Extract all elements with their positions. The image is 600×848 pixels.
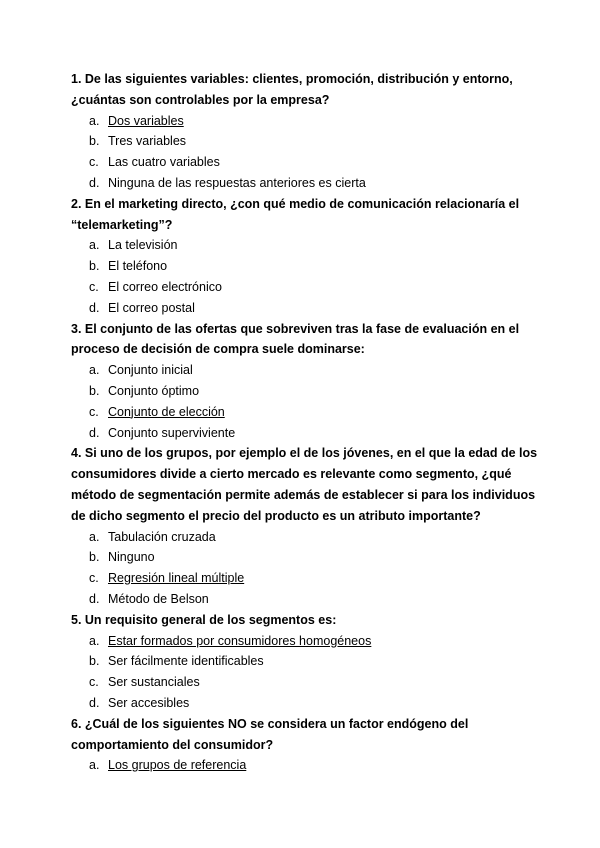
option-marker: a. [89,758,100,773]
option-marker: a. [89,113,100,128]
option-text: El teléfono [108,259,168,274]
question-text: 3. El conjunto de las ofertas que sobreviven tras la fase de evaluación en el proceso de decisión de compra suele dominarse: [71,321,520,357]
option-marker: a. [89,363,100,378]
option-marker: d. [89,425,100,440]
option-item [71,547,541,568]
question-text: 4. Si uno de los grupos, por ejemplo el de los jóvenes, en el que la edad de los consumidores divide a cierto mercado es relevante como segmento, ¿qué método de segmentación permite además de establecer si para los individuos de dicho segmento el precio del producto es un atributo importante? [71,446,538,523]
option-text: Tres variables [108,134,187,149]
option-text: La televisión [108,238,178,253]
option-marker: c. [89,279,99,294]
option-marker: c. [89,675,99,690]
option-text: Ninguno [108,550,155,565]
question-text: 6. ¿Cuál de los siguientes NO se considera un factor endógeno del comportamiento del consumidor? [71,716,469,752]
option-text: Ser sustanciales [108,675,200,690]
question-block [71,69,541,194]
option-text: Conjunto inicial [108,363,193,378]
option-item [71,527,541,548]
option-item [71,298,541,319]
option-marker: b. [89,550,100,565]
option-marker: b. [89,134,100,149]
options-list [71,527,541,610]
option-marker: c. [89,571,99,586]
option-item [71,589,541,610]
option-text: Ser accesibles [108,695,190,710]
option-marker: c. [89,404,99,419]
options-list [71,631,541,714]
option-item [71,755,541,776]
option-item [71,256,541,277]
option-text: El correo postal [108,300,195,315]
option-text: El correo electrónico [108,279,222,294]
option-item [71,152,541,173]
question-text: 2. En el marketing directo, ¿con qué medio de comunicación relacionaría el “telemarketing”? [71,196,520,232]
options-list [71,755,541,776]
option-item [71,173,541,194]
question-block [71,319,541,444]
option-text: Las cuatro variables [108,155,220,170]
option-marker: a. [89,238,100,253]
option-marker: c. [89,155,99,170]
option-text-underlined: Regresión lineal múltiple [108,571,245,586]
question-block [71,443,541,609]
question-text: 1. De las siguientes variables: clientes, promoción, distribución y entorno, ¿cuántas son controlables por la empresa? [71,72,513,107]
option-marker: a. [89,529,100,544]
option-item [71,277,541,298]
option-marker: d. [89,300,100,315]
option-marker: d. [89,175,100,190]
option-text: Conjunto óptimo [108,383,200,398]
option-marker: d. [89,695,100,710]
options-list [71,235,541,318]
question-block [71,714,541,776]
option-text-underlined: Estar formados por consumidores homogéneos [108,633,372,648]
option-item [71,131,541,152]
quiz-content [71,69,541,776]
option-item [71,651,541,672]
option-marker: d. [89,591,100,606]
option-item [71,381,541,402]
question-block [71,194,541,319]
option-text: Ninguna de las respuestas anteriores es cierta [108,175,366,190]
option-item [71,235,541,256]
option-marker: b. [89,259,100,274]
option-text-underlined: Dos variables [108,113,184,128]
options-list [71,111,541,194]
option-text: Tabulación cruzada [108,529,216,544]
question-block [71,610,541,714]
option-marker: b. [89,383,100,398]
option-marker: a. [89,633,100,648]
option-item [71,568,541,589]
option-item [71,672,541,693]
option-text-underlined: Los grupos de referencia [108,758,247,773]
option-item [71,693,541,714]
option-text: Ser fácilmente identificables [108,654,264,669]
option-text-underlined: Conjunto de elección [108,404,225,419]
option-item [71,423,541,444]
options-list [71,360,541,443]
option-text: Conjunto superviviente [108,425,236,440]
option-text: Método de Belson [108,591,209,606]
option-item [71,111,541,132]
question-text: 5. Un requisito general de los segmentos es: [71,612,337,627]
option-item [71,402,541,423]
option-item [71,631,541,652]
option-marker: b. [89,654,100,669]
option-item [71,360,541,381]
